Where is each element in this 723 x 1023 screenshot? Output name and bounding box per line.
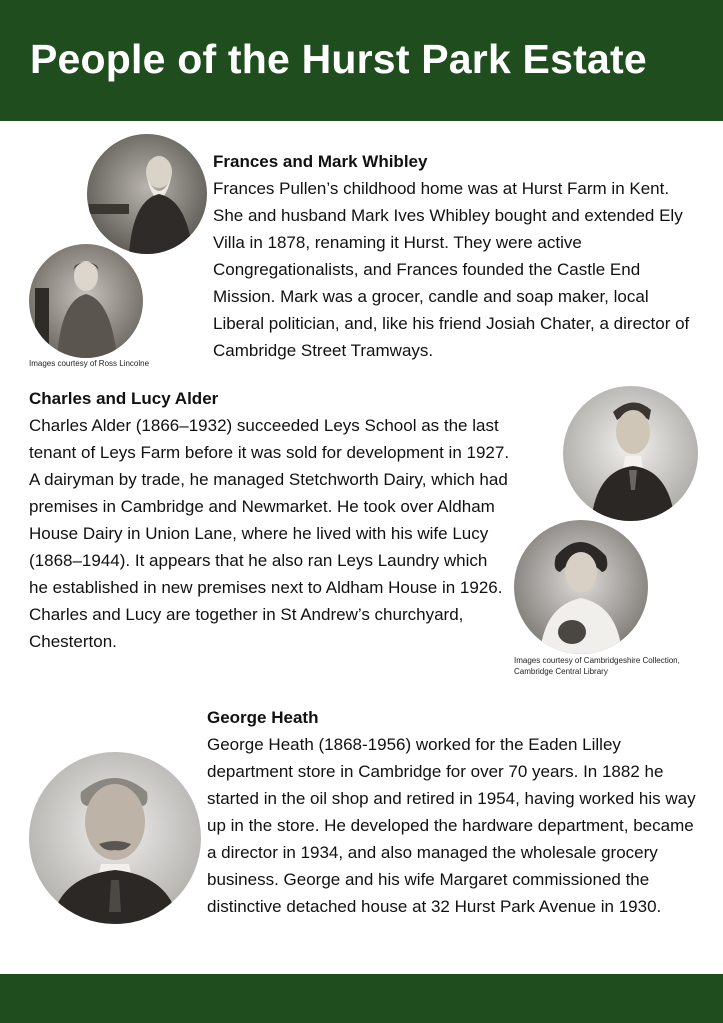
portrait-lucy-alder	[514, 520, 648, 654]
page-footer	[0, 974, 723, 1023]
page-title: People of the Hurst Park Estate	[30, 36, 647, 82]
section-heading: George Heath	[207, 708, 319, 727]
portrait-george-heath	[29, 752, 201, 924]
image-credit: Images courtesy of Ross Lincolne	[29, 359, 150, 368]
section-body: Frances Pullen’s childhood home was at Hurst Farm in Kent. She and husband Mark Ives Whibley bought and extended Ely Villa in 1878, renaming it Hurst. They were active Congregationalists, and Frances founded the Castle End Mission. Mark was a grocer, candle and soap maker, local Liberal politician, and, like his friend Josiah Chater, a director of Cambridge Street Tramways.	[213, 179, 690, 360]
page-header	[0, 0, 723, 121]
section-heading: Frances and Mark Whibley	[213, 152, 428, 171]
section-body: George Heath (1868-1956) worked for the Eaden Lilley department store in Cambridge for over 70 years. In 1882 he started in the oil shop and retired in 1954, having worked his way up in the store. He developed the hardware department, became a director in 1934, and also managed the wholesale grocery business. George and his wife Margaret commissioned the distinctive detached house at 32 Hurst Park Avenue in 1930.	[207, 735, 696, 916]
portrait-charles-alder	[563, 386, 698, 521]
image-credit: Images courtesy of Cambridgeshire Collection, Cambridge Central Library	[514, 656, 680, 676]
portrait-mark-whibley	[87, 134, 207, 254]
section-body: Charles Alder (1866–1932) succeeded Leys School as the last tenant of Leys Farm before it was sold for development in 1927. A dairyman by trade, he managed Stetchworth Dairy, which had premises in Cambridge and Newmarket. He took over Aldham House Dairy in Union Lane, where he lived with his wife Lucy (1868–1944). It appears that he also ran Leys Laundry which he established in new premises next to Aldham House in 1926. Charles and Lucy are together in St Andrew’s churchyard, Chesterton.	[29, 416, 510, 651]
section-heading: Charles and Lucy Alder	[29, 389, 219, 408]
section-alder	[29, 385, 510, 655]
section-whibley	[213, 148, 703, 364]
section-heath	[207, 704, 703, 920]
portrait-frances-whibley	[29, 244, 143, 358]
